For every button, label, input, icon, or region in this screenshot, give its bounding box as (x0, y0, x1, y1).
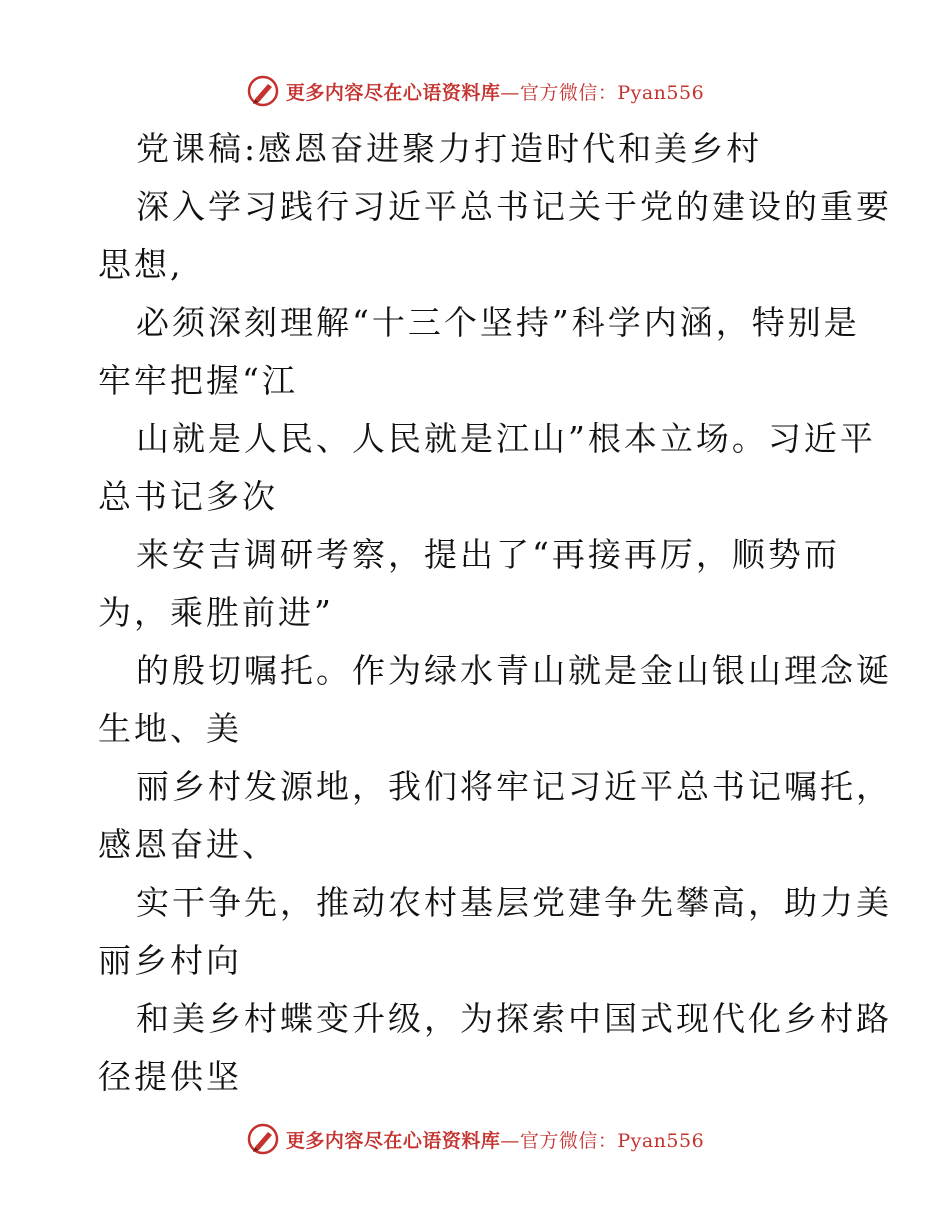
footer-site-text: 更多内容尽在心语资料库 (285, 1129, 501, 1152)
footer-separator: — (500, 1129, 520, 1152)
document-line: 生地、美 (98, 709, 242, 748)
document-line: 牢牢把握“江 (98, 361, 298, 400)
document-line: 实干争先，推动农村基层党建争先攀高，助力美 (136, 883, 892, 922)
document-line: 山就是人民、人民就是江山”根本立场。习近平 (136, 419, 876, 458)
document-line: 感恩奋进、 (98, 825, 278, 864)
document-line: 和美乡村蝶变升级，为探索中国式现代化乡村路 (136, 999, 892, 1038)
header-banner-text (286, 78, 704, 105)
header-site-text: 更多内容尽在心语资料库 (285, 81, 501, 104)
footer-banner-text (286, 1126, 704, 1153)
document-line: 深入学习践行习近平总书记关于党的建设的重要 (136, 187, 892, 226)
document-line: 径提供坚 (98, 1057, 242, 1096)
document-line: 的殷切嘱托。作为绿水青山就是金山银山理念诞 (136, 651, 892, 690)
document-line: 来安吉调研考察，提出了“再接再厉，顺势而 (136, 535, 840, 574)
document-line: 总书记多次 (98, 477, 278, 516)
header-banner (0, 71, 950, 111)
footer-banner (0, 1119, 950, 1159)
document-line: 丽乡村向 (98, 941, 242, 980)
header-wechat-text: 官方微信：Pyan556 (519, 81, 705, 104)
document-line: 为，乘胜前进” (98, 593, 334, 632)
document-line: 思想, (98, 245, 184, 284)
footer-wechat-text: 官方微信：Pyan556 (519, 1129, 705, 1152)
document-line: 丽乡村发源地，我们将牢记习近平总书记嘱托， (136, 767, 892, 806)
pen-circle-logo-icon (246, 1122, 280, 1156)
pen-circle-logo-icon (246, 74, 280, 108)
document-body (98, 120, 892, 1106)
document-line: 党课稿:感恩奋进聚力打造时代和美乡村 (136, 129, 763, 168)
header-separator: — (500, 81, 520, 104)
document-line: 必须深刻理解“十三个坚持”科学内涵，特别是 (136, 303, 860, 342)
